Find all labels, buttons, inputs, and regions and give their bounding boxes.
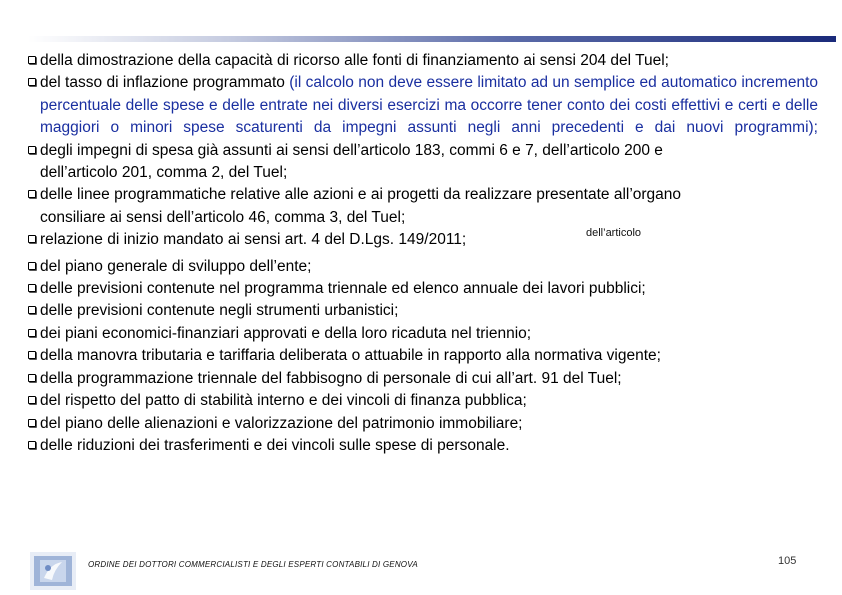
- checkbox-bullet-icon: [28, 351, 36, 359]
- list-item-text: delle previsioni contenute nel programma triennale ed elenco annuale dei lavori pubblici;: [40, 280, 646, 298]
- footer-org-name: ORDINE DEI DOTTORI COMMERCIALISTI E DEGLI ESPERTI CONTABILI DI GENOVA: [88, 560, 418, 569]
- list-item: [28, 413, 818, 435]
- list-item-text: dei piani economici-finanziari approvati e della loro ricaduta nel triennio;: [40, 324, 532, 342]
- list-item-text: [40, 72, 818, 139]
- list-item: [28, 323, 818, 345]
- list-item: [28, 435, 818, 457]
- list-item: [28, 345, 818, 367]
- checkbox-bullet-icon: [28, 146, 36, 154]
- list-item-text-continued: consiliare ai sensi dell’articolo 46, comma 3, del Tuel;: [40, 208, 406, 226]
- list-item: [28, 278, 818, 300]
- list-item: [28, 256, 818, 278]
- list-item: [28, 140, 818, 185]
- overlay-annotation: dell’articolo: [586, 227, 642, 239]
- list-item: [28, 300, 818, 322]
- list-item: [28, 184, 818, 229]
- list-item-text-continued: dell’articolo 201, comma 2, del Tuel;: [40, 164, 288, 182]
- list-item-text: del rispetto del patto di stabilità interno e dei vincoli di finanza pubblica;: [40, 392, 527, 410]
- checkbox-bullet-icon: [28, 419, 36, 427]
- list-item-text-part: del tasso di inflazione programmato: [40, 74, 290, 92]
- logo-icon: [30, 552, 76, 590]
- checkbox-bullet-icon: [28, 329, 36, 337]
- list-item: [28, 390, 818, 412]
- list-item-text: relazione di inizio mandato ai sensi art. 4 del D.Lgs. 149/2011;: [40, 231, 467, 249]
- bullet-list: [28, 50, 818, 457]
- list-item: [28, 50, 818, 72]
- checkbox-bullet-icon: [28, 284, 36, 292]
- list-item-text: del piano delle alienazioni e valorizzazione del patrimonio immobiliare;: [40, 414, 523, 432]
- header-rule: [28, 36, 836, 42]
- list-item-text: delle linee programmatiche relative alle azioni e ai progetti da realizzare presentate all’organo: [40, 186, 682, 204]
- checkbox-bullet-icon: [28, 56, 36, 64]
- list-item-text: delle riduzioni dei trasferimenti e dei vincoli sulle spese di personale.: [40, 436, 510, 454]
- list-item: [28, 229, 818, 251]
- checkbox-bullet-icon: [28, 441, 36, 449]
- page-number: 105: [778, 555, 797, 567]
- checkbox-bullet-icon: [28, 396, 36, 404]
- checkbox-bullet-icon: [28, 306, 36, 314]
- list-item-text: degli impegni di spesa già assunti ai sensi dell’articolo 183, commi 6 e 7, dell’articolo 200 e: [40, 141, 663, 159]
- checkbox-bullet-icon: [28, 78, 36, 86]
- list-item-text: della manovra tributaria e tariffaria deliberata o attuabile in rapporto alla normativa vigente;: [40, 347, 661, 365]
- list-item: [28, 368, 818, 390]
- list-item-text: delle previsioni contenute negli strumenti urbanistici;: [40, 302, 399, 320]
- checkbox-bullet-icon: [28, 235, 36, 243]
- list-item-note: (il calcolo non deve essere limitato ad un semplice ed automatico incremento percentuale delle spese e delle entrate nei diversi esercizi ma occorre tener conto dei costi effettivi e certi e delle maggiori o minori spese scaturenti da impegni assunti negli anni precedenti e dai nuovi programmi);: [40, 74, 818, 137]
- list-item-text: della programmazione triennale del fabbisogno di personale di cui all’art. 91 del Tuel;: [40, 369, 622, 387]
- list-item-text: della dimostrazione della capacità di ricorso alle fonti di finanziamento ai sensi 204 del Tuel;: [40, 52, 669, 69]
- list-item: [28, 72, 818, 139]
- checkbox-bullet-icon: [28, 374, 36, 382]
- checkbox-bullet-icon: [28, 262, 36, 270]
- list-item-text: del piano generale di sviluppo dell’ente;: [40, 257, 312, 275]
- checkbox-bullet-icon: [28, 190, 36, 198]
